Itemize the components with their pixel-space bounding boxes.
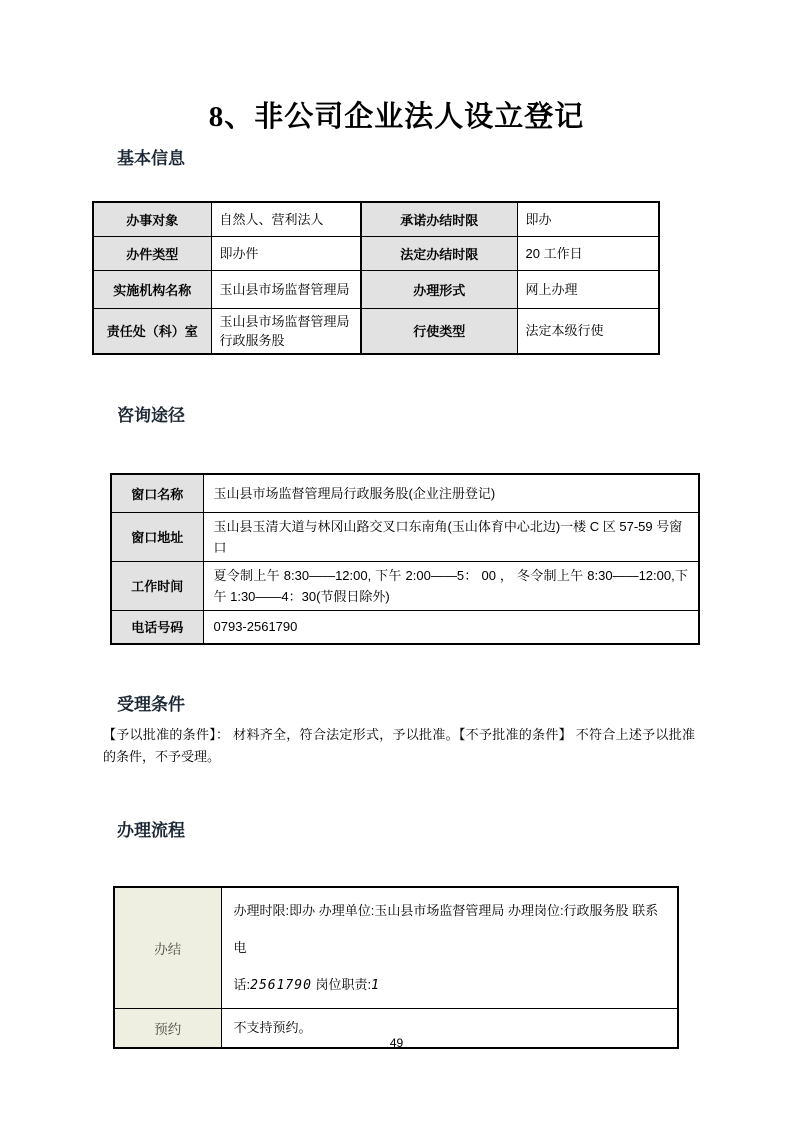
row-label-cell: 法定办结时限 <box>361 236 517 270</box>
row-value-cell: 自然人、营利法人 <box>211 202 361 236</box>
row-value-cell: 0793-2561790 <box>203 610 699 644</box>
page-number: 49 <box>389 1036 404 1050</box>
table-row <box>111 561 699 610</box>
row-value-cell: 20 工作日 <box>517 236 659 270</box>
section-heading-consultation: 咨询途径 <box>117 406 185 425</box>
row-label-cell: 窗口地址 <box>111 512 203 561</box>
consultation-table <box>110 473 700 645</box>
table-row <box>111 610 699 644</box>
row-value-cell: 玉山县市场监督管理局行政服务股(企业注册登记) <box>203 474 699 512</box>
row-value-cell: 夏令制上午 8:30——12:00, 下午 2:00——5： 00 ， 冬令制上午 8:30——12:00,下午 1:30——4：30(节假日除外) <box>203 561 699 610</box>
row-label-cell: 预约 <box>114 1009 221 1048</box>
page-title: 8、非公司企业法人设立登记 <box>208 101 585 133</box>
row-value-cell: 玉山县玉清大道与林冈山路交叉口东南角(玉山体育中心北边)一楼 C 区 57-59 号窗口 <box>203 512 699 561</box>
table-row <box>111 512 699 561</box>
post-duty-number: 1 <box>371 978 380 993</box>
table-row <box>93 308 659 354</box>
row-value-cell: 玉山县市场监督管理局行政服务股 <box>211 308 361 354</box>
row-value-cell: 即办 <box>517 202 659 236</box>
contact-phone-number: 2561790 <box>250 978 312 993</box>
acceptance-conditions-text: 【予以批准的条件】： 材料齐全，符合法定形式，予以批准。【不予批准的条件】 不符合上述予以批准的条件，不予受理。 <box>103 727 695 764</box>
row-label-cell: 办理形式 <box>361 270 517 308</box>
table-row <box>93 202 659 236</box>
row-label-cell: 办件类型 <box>93 236 211 270</box>
section-heading-acceptance: 受理条件 <box>117 695 185 714</box>
table-row <box>114 887 678 1009</box>
row-label-cell: 行使类型 <box>361 308 517 354</box>
row-label-cell: 窗口名称 <box>111 474 203 512</box>
process-table <box>113 886 679 1049</box>
basic-info-table <box>92 201 660 355</box>
row-label-cell: 电话号码 <box>111 610 203 644</box>
row-value-cell: 玉山县市场监督管理局 <box>211 270 361 308</box>
row-value-cell <box>221 887 678 1009</box>
row-value-cell: 不支持预约。 <box>221 1009 678 1048</box>
row-value-cell: 法定本级行使 <box>517 308 659 354</box>
section-heading-basic-info: 基本信息 <box>117 149 185 168</box>
section-heading-process: 办理流程 <box>117 821 185 840</box>
table-row <box>93 236 659 270</box>
row-value-cell: 网上办理 <box>517 270 659 308</box>
row-label-cell: 实施机构名称 <box>93 270 211 308</box>
row-label-cell: 责任处（科）室 <box>93 308 211 354</box>
row-label-cell: 承诺办结时限 <box>361 202 517 236</box>
table-row <box>93 270 659 308</box>
process-detail-text: 办理时限:即办 办理单位:玉山县市场监督管理局 办理岗位:行政服务股 联系电 <box>233 903 659 955</box>
row-label-cell: 办结 <box>114 887 221 1009</box>
row-label-cell: 办事对象 <box>93 202 211 236</box>
process-detail-text: 岗位职责: <box>311 977 372 992</box>
table-row <box>111 474 699 512</box>
row-label-cell: 工作时间 <box>111 561 203 610</box>
process-detail-text: 话: <box>233 977 251 992</box>
row-value-cell: 即办件 <box>211 236 361 270</box>
